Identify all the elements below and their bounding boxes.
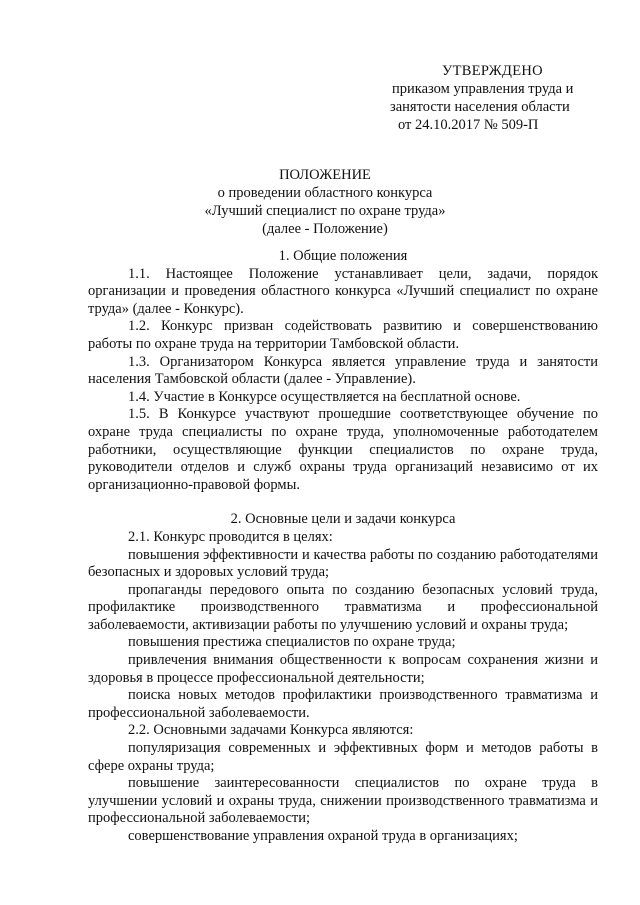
document-body xyxy=(88,248,598,846)
paragraph: популяризация современных и эффективных форм и методов работы в сфере охраны труда; xyxy=(88,740,598,774)
document-title-block xyxy=(0,166,640,238)
paragraph: повышение заинтересованности специалистов по охране труда в улучшении условий и охраны труда, снижении производственного травматизма и профессиональной заболеваемости; xyxy=(88,775,598,827)
paragraph: 2.1. Конкурс проводится в целях: xyxy=(128,528,333,545)
paragraph: пропаганды передового опыта по созданию безопасных условий труда, профилактике производственного травматизма и профессиональной заболеваемости, активизации работы по улучшению условий и охраны труда; xyxy=(88,581,598,633)
paragraph: 1.3. Организатором Конкурса является управление труда и занятости населения Тамбовской области (далее - Управление). xyxy=(88,353,598,388)
document-subtitle-1: о проведении областного конкурса xyxy=(217,185,433,201)
paragraph: привлечения внимания общественности к вопросам сохранения жизни и здоровья в процессе профессиональной деятельности; xyxy=(88,652,598,686)
section-spacer xyxy=(88,494,598,511)
approval-department-line: занятости населения области xyxy=(390,99,570,115)
paragraph: повышения эффективности и качества работы по созданию работодателями безопасных и здоровых условий труда; xyxy=(88,546,598,581)
document-title: ПОЛОЖЕНИЕ xyxy=(279,167,371,183)
paragraph: 2.2. Основными задачами Конкурса являются: xyxy=(128,722,414,739)
paragraph: совершенствование управления охраной труда в организациях; xyxy=(128,828,518,844)
section-2-heading: 2. Основные цели и задачи конкурса xyxy=(230,511,456,528)
paragraph: 1.4. Участие в Конкурсе осуществляется на бесплатной основе. xyxy=(128,388,521,405)
paragraph: 1.2. Конкурс призван содействовать развитию и совершенствованию работы по охране труда на территории Тамбовской области. xyxy=(88,318,598,352)
approval-date-number: от 24.10.2017 № 509-П xyxy=(398,117,539,133)
section-1-heading: 1. Общие положения xyxy=(278,248,408,264)
paragraph: поиска новых методов профилактики производственного травматизма и профессиональной заболеваемости. xyxy=(88,687,598,721)
paragraph: 1.1. Настоящее Положение устанавливает цели, задачи, порядок организации и проведения областного конкурса «Лучший специалист по охране труда» (далее - Конкурс). xyxy=(88,265,598,317)
paragraph: 1.5. В Конкурсе участвуют прошедшие соответствующее обучение по охране труда специалисты по охране труда, уполномоченные работодателем работники, осуществляющие функции специалистов по охране труда, руководители отделов и служб охраны труда организаций независимо от их организационно-правовой формы. xyxy=(88,406,598,493)
document-subtitle-3: (далее - Положение) xyxy=(262,221,388,237)
approval-heading: УТВЕРЖДЕНО xyxy=(442,63,543,79)
approval-stamp-block xyxy=(390,62,600,134)
approval-order-line: приказом управления труда и xyxy=(392,81,574,97)
document-subtitle-2: «Лучший специалист по охране труда» xyxy=(204,203,446,219)
paragraph: повышения престижа специалистов по охране труда; xyxy=(128,634,456,651)
